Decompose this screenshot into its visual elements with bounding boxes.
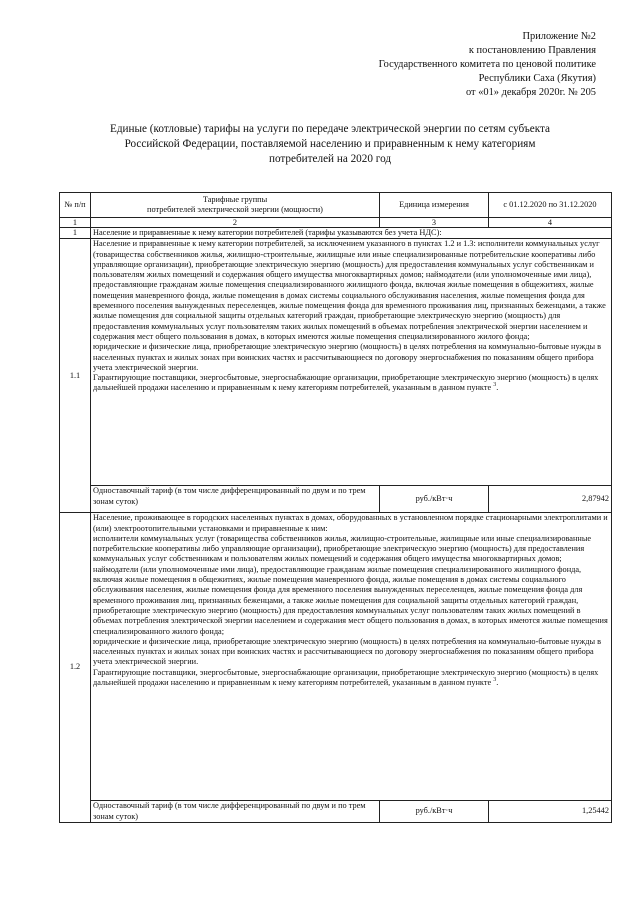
column-number: 2 (91, 218, 380, 228)
section-row (60, 228, 612, 239)
description-paragraph: Население и приравненные к нему категории потребителей, за исключением указанного в пунктах 1.2 и 1.3: исполнители коммунальных услуг (товарищества собственников жилья, жилищно-строительные, жилищные или иные специализированные потребительские кооперативы либо управляющие организации), приобретающие электрическую энергию (мощность) для предоставления коммунальных услуг собственникам и пользователям жилых помещений и содержания общего имущества многоквартирных домов; наймодатели (или уполномоченные ими лица), предоставляющие гражданам жилые помещения специализированного жилищного фонда, включая жилые помещения в общежитиях, жилые помещения маневренного фонда, жилые помещения в домах системы социального обслуживания населения, жилые помещения фонда для временного поселения вынужденных переселенцев, жилые помещения фонда для временного проживания лиц, признанных беженцами, а также жилые помещения для социальной защиты отдельных категорий граждан, приобретающие электрическую энергию (мощность) для предоставления коммунальных услуг пользователям таких жилых помещений в объемах потребления электрической энергии населением и содержания мест общего пользования в домах, в которых имеются жилые помещения специализированного жилого фонда; (93, 239, 606, 341)
section-num: 1 (60, 228, 91, 239)
column-number: 1 (60, 218, 91, 228)
footnote-marker: 3 (493, 382, 497, 389)
description-paragraph: Гарантирующие поставщики, энергосбытовые, энергоснабжающие организации, приобретающие электрическую энергию (мощность) в целях дальнейшей продажи населению и приравненным к нему категориям потребителей, указанным в данном пункте $^3$. (93, 373, 599, 393)
description-paragraph: юридические и физические лица, приобретающие электрическую энергию (мощность) в целях потребления на коммунально-бытовые нужды в населенных пунктах и жилых зонах при воинских частях и рассчитывающиеся по договору энергоснабжения по показаниям общего прибора учета электрической энергии. (93, 342, 602, 372)
header-groups-line2: потребителей электрической энергии (мощности) (147, 205, 323, 214)
section-text: Население и приравненные к нему категории потребителей (тарифы указываются без учета НДС): (91, 228, 612, 239)
document-title (70, 122, 590, 167)
tariff-rate-row (60, 486, 612, 513)
appendix-line: Приложение №2 (522, 31, 596, 42)
column-number: 3 (380, 218, 489, 228)
title-line: потребителей на 2020 год (268, 153, 392, 165)
header-num: № п/п (60, 193, 91, 218)
appendix-line: Республики Саха (Якутия) (478, 73, 596, 84)
rate-unit: руб./кВт·ч (380, 486, 489, 513)
footnote-marker: 3 (493, 677, 497, 684)
header-groups-line1: Тарифные группы (202, 194, 268, 204)
rate-label: Одноставочный тариф (в том числе дифференцированный по двум и по трем зонам суток) (91, 486, 380, 513)
group-description (91, 513, 612, 801)
description-paragraph: Гарантирующие поставщики, энергосбытовые, энергоснабжающие организации, приобретающие электрическую энергию (мощность) в целях дальнейшей продажи населению и приравненным к нему категориям потребителей, указанным в данном пункте $^3$. (93, 667, 599, 688)
description-text: Гарантирующие поставщики, энергосбытовые, энергоснабжающие организации, приобретающие электрическую энергию (мощность) в целях дальнейшей продажи населению и приравненным к нему категориям потребителей, указанным в данном пункте (93, 667, 599, 688)
header-period: с 01.12.2020 по 31.12.2020 (489, 193, 612, 218)
tariff-rate-row (60, 801, 612, 823)
appendix-line: к постановлению Правления (468, 45, 596, 56)
description-paragraph: исполнители коммунальных услуг (товарищества собственников жилья, жилищно-строительные, жилищные или иные специализированные потребительские кооперативы либо управляющие организации), приобретающие электрическую энергию (мощность) для предоставления коммунальных услуг собственникам и пользователям жилых помещений и содержания общего имущества многоквартирных домов; наймодатели (или уполномоченные ими лица), предоставляющие гражданам жилые помещения специализированного жилищного фонда, включая жилые помещения в общежитиях, жилые помещения маневренного фонда, жилые помещения в домах системы социального обслуживания населения, жилые помещения фонда для временного поселения вынужденных переселенцев, жилые помещения фонда для временного проживания лиц, признанных беженцами, а также жилые помещения для социальной защиты отдельных категорий граждан, приобретающие электрическую энергию (мощность) для предоставления коммунальных услуг пользователям таких жилых помещений в объемах потребления электрической энергии населением и содержания мест общего пользования в домах, в которых имеются жилые помещения специализированного жилого фонда; (93, 533, 608, 636)
header-unit: Единица измерения (380, 193, 489, 218)
table-row (60, 513, 612, 801)
appendix-line: от «01» декабря 2020г. № 205 (466, 87, 596, 98)
description-paragraph: Население, проживающее в городских населенных пунктах в домах, оборудованных в установленном порядке стационарными электроплитами и (или) электроотопительными установками и приравненные к ним: (93, 513, 608, 533)
title-line: Единые (котловые) тарифы на услуги по передаче электрической энергии по сетям субъекта (110, 123, 550, 135)
tariff-table (59, 192, 612, 823)
group-description (91, 239, 612, 486)
rate-value: 1,25442 (489, 801, 612, 823)
table-header-row (60, 193, 612, 218)
appendix-reference (276, 30, 596, 100)
title-line: Российской Федерации, поставляемой населению и приравненным к нему категориям (124, 138, 536, 150)
row-num: 1.1 (60, 239, 91, 513)
rate-value: 2,87942 (489, 486, 612, 513)
description-paragraph: юридические и физические лица, приобретающие электрическую энергию (мощность) в целях потребления на коммунально-бытовые нужды в населенных пунктах и жилых зонах при воинских частях и рассчитывающиеся по договору энергоснабжения по показаниям общего прибора учета электрической энергии. (93, 636, 602, 667)
table-row (60, 239, 612, 486)
header-groups (91, 193, 380, 218)
description-text: Гарантирующие поставщики, энергосбытовые, энергоснабжающие организации, приобретающие электрическую энергию (мощность) в целях дальнейшей продажи населению и приравненным к нему категориям потребителей, указанным в данном пункте (93, 373, 599, 393)
rate-label: Одноставочный тариф (в том числе дифференцированный по двум и по трем зонам суток) (91, 801, 380, 823)
row-num: 1.2 (60, 513, 91, 823)
rate-unit: руб./кВт·ч (380, 801, 489, 823)
column-number-row (60, 218, 612, 228)
column-number: 4 (489, 218, 612, 228)
appendix-line: Государственного комитета по ценовой политике (378, 59, 596, 70)
